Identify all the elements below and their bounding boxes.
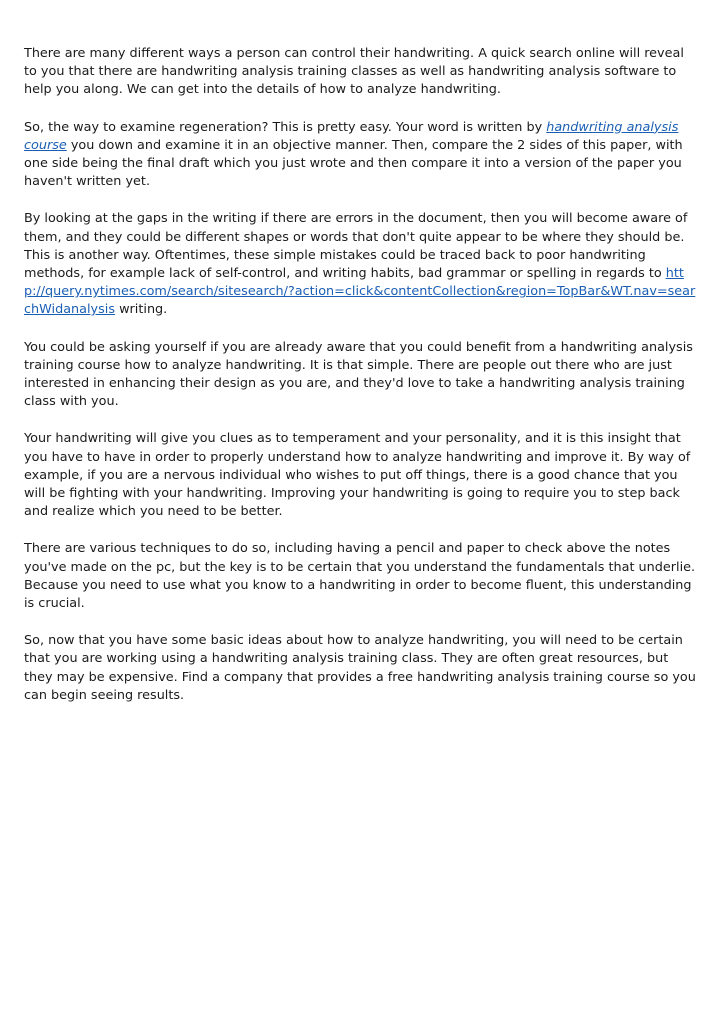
paragraph-7: So, now that you have some basic ideas about how to analyze handwriting, you will need to be certain that you are working using a handwriting analysis training class. They are often great resources, but they may be expensive. Find a company that provides a free handwriting analysis training course so you can begin seeing results. bbox=[24, 633, 696, 703]
paragraph-3 bbox=[24, 210, 696, 319]
article-body bbox=[24, 45, 696, 724]
paragraph-6: There are various techniques to do so, including having a pencil and paper to check above the notes you've made on the pc, but the key is to be certain that you understand the fundamentals that underlie. Because you need to use what you know to a handwriting in order to become fluent, this understanding is crucial. bbox=[24, 541, 696, 612]
handwriting-analysis-course-link[interactable]: handwriting analysis course bbox=[24, 119, 679, 153]
paragraph-2 bbox=[24, 119, 696, 192]
paragraph-4: You could be asking yourself if you are already aware that you could benefit from a handwriting analysis training course how to analyze handwriting. It is that simple. There are people out there who are just interested in enhancing their design as you are, and they'd love to take a handwriting analysis training class with you. bbox=[24, 339, 693, 410]
paragraph-5: Your handwriting will give you clues as to temperament and your personality, and it is this insight that you have to have in order to properly understand how to analyze handwriting and improve it. By way of example, if you are a nervous individual who wishes to put off things, there is a good chance that you will be fighting with your handwriting. Improving your handwriting is going to require you to step back and realize which you need to be better. bbox=[24, 431, 691, 520]
paragraph-3-text-before: By looking at the gaps in the writing if there are errors in the document, then you will become aware of them, and they could be different shapes or words that don't quite appear to be where they should be. This is another way. Oftentimes, these simple mistakes could be traced back to poor handwriting methods, for example lack of self-control, and writing habits, bad grammar or spelling in regards to bbox=[24, 211, 688, 282]
paragraph-2-text-after: you down and examine it in an objective manner. Then, compare the 2 sides of this paper, with one side being the final draft which you just wrote and then compare it into a version of the paper you haven't written yet. bbox=[24, 137, 683, 190]
paragraph-2-text-before: So, the way to examine regeneration? This is pretty easy. Your word is written by bbox=[24, 119, 547, 135]
nytimes-search-link[interactable]: http://query.nytimes.com/search/sitesearch/?action=click&contentCollection&region=TopBar&WT.nav=searchWidanalysis bbox=[24, 266, 696, 318]
paragraph-3-text-after: writing. bbox=[115, 302, 168, 318]
paragraph-1: There are many different ways a person can control their handwriting. A quick search online will reveal to you that there are handwriting analysis training classes as well as handwriting analysis software to help you along. We can get into the details of how to analyze handwriting. bbox=[24, 46, 684, 98]
